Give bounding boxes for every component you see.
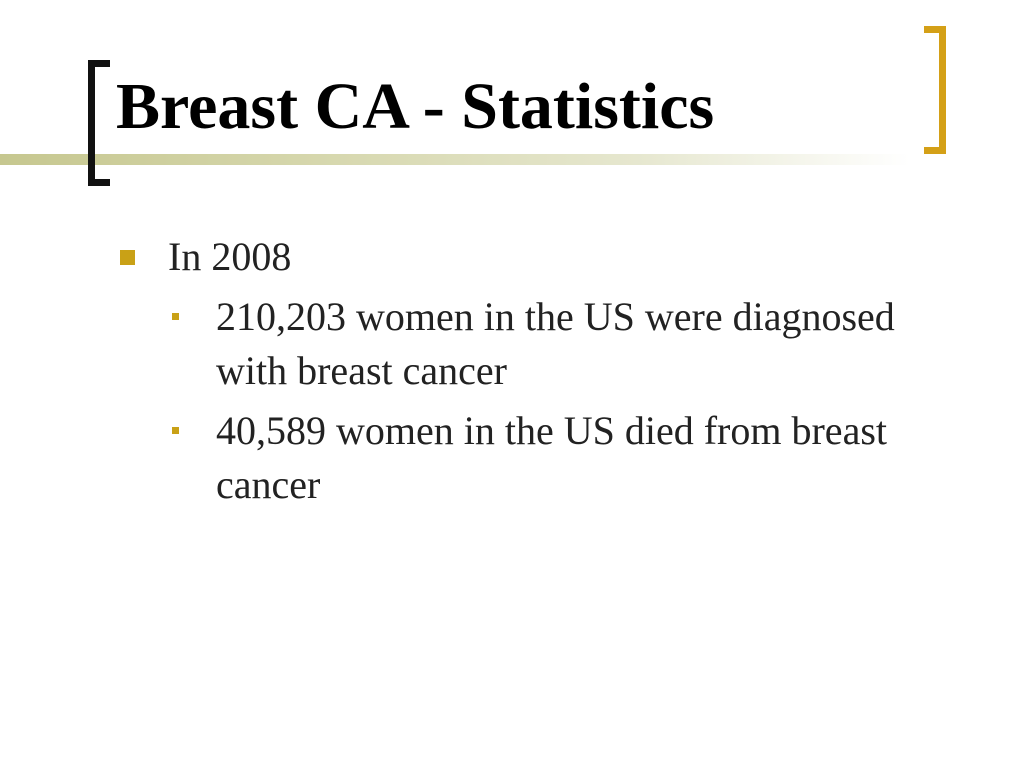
bullet-item-level2 bbox=[168, 290, 938, 398]
left-bracket-decoration bbox=[88, 60, 110, 186]
bullet-text: In 2008 bbox=[168, 234, 292, 279]
slide-title: Breast CA - Statistics bbox=[116, 70, 715, 143]
right-bracket-decoration bbox=[924, 26, 946, 154]
square-bullet-icon bbox=[120, 250, 135, 265]
bullet-text: 210,203 women in the US were diagnosed with breast cancer bbox=[216, 294, 895, 393]
small-square-bullet-icon bbox=[172, 313, 179, 320]
bullet-item-level1 bbox=[118, 230, 938, 284]
bullet-item-level2 bbox=[168, 404, 938, 512]
bullet-text: 40,589 women in the US died from breast cancer bbox=[216, 408, 887, 507]
slide-content bbox=[118, 230, 938, 512]
small-square-bullet-icon bbox=[172, 427, 179, 434]
title-rule-divider bbox=[0, 154, 910, 165]
